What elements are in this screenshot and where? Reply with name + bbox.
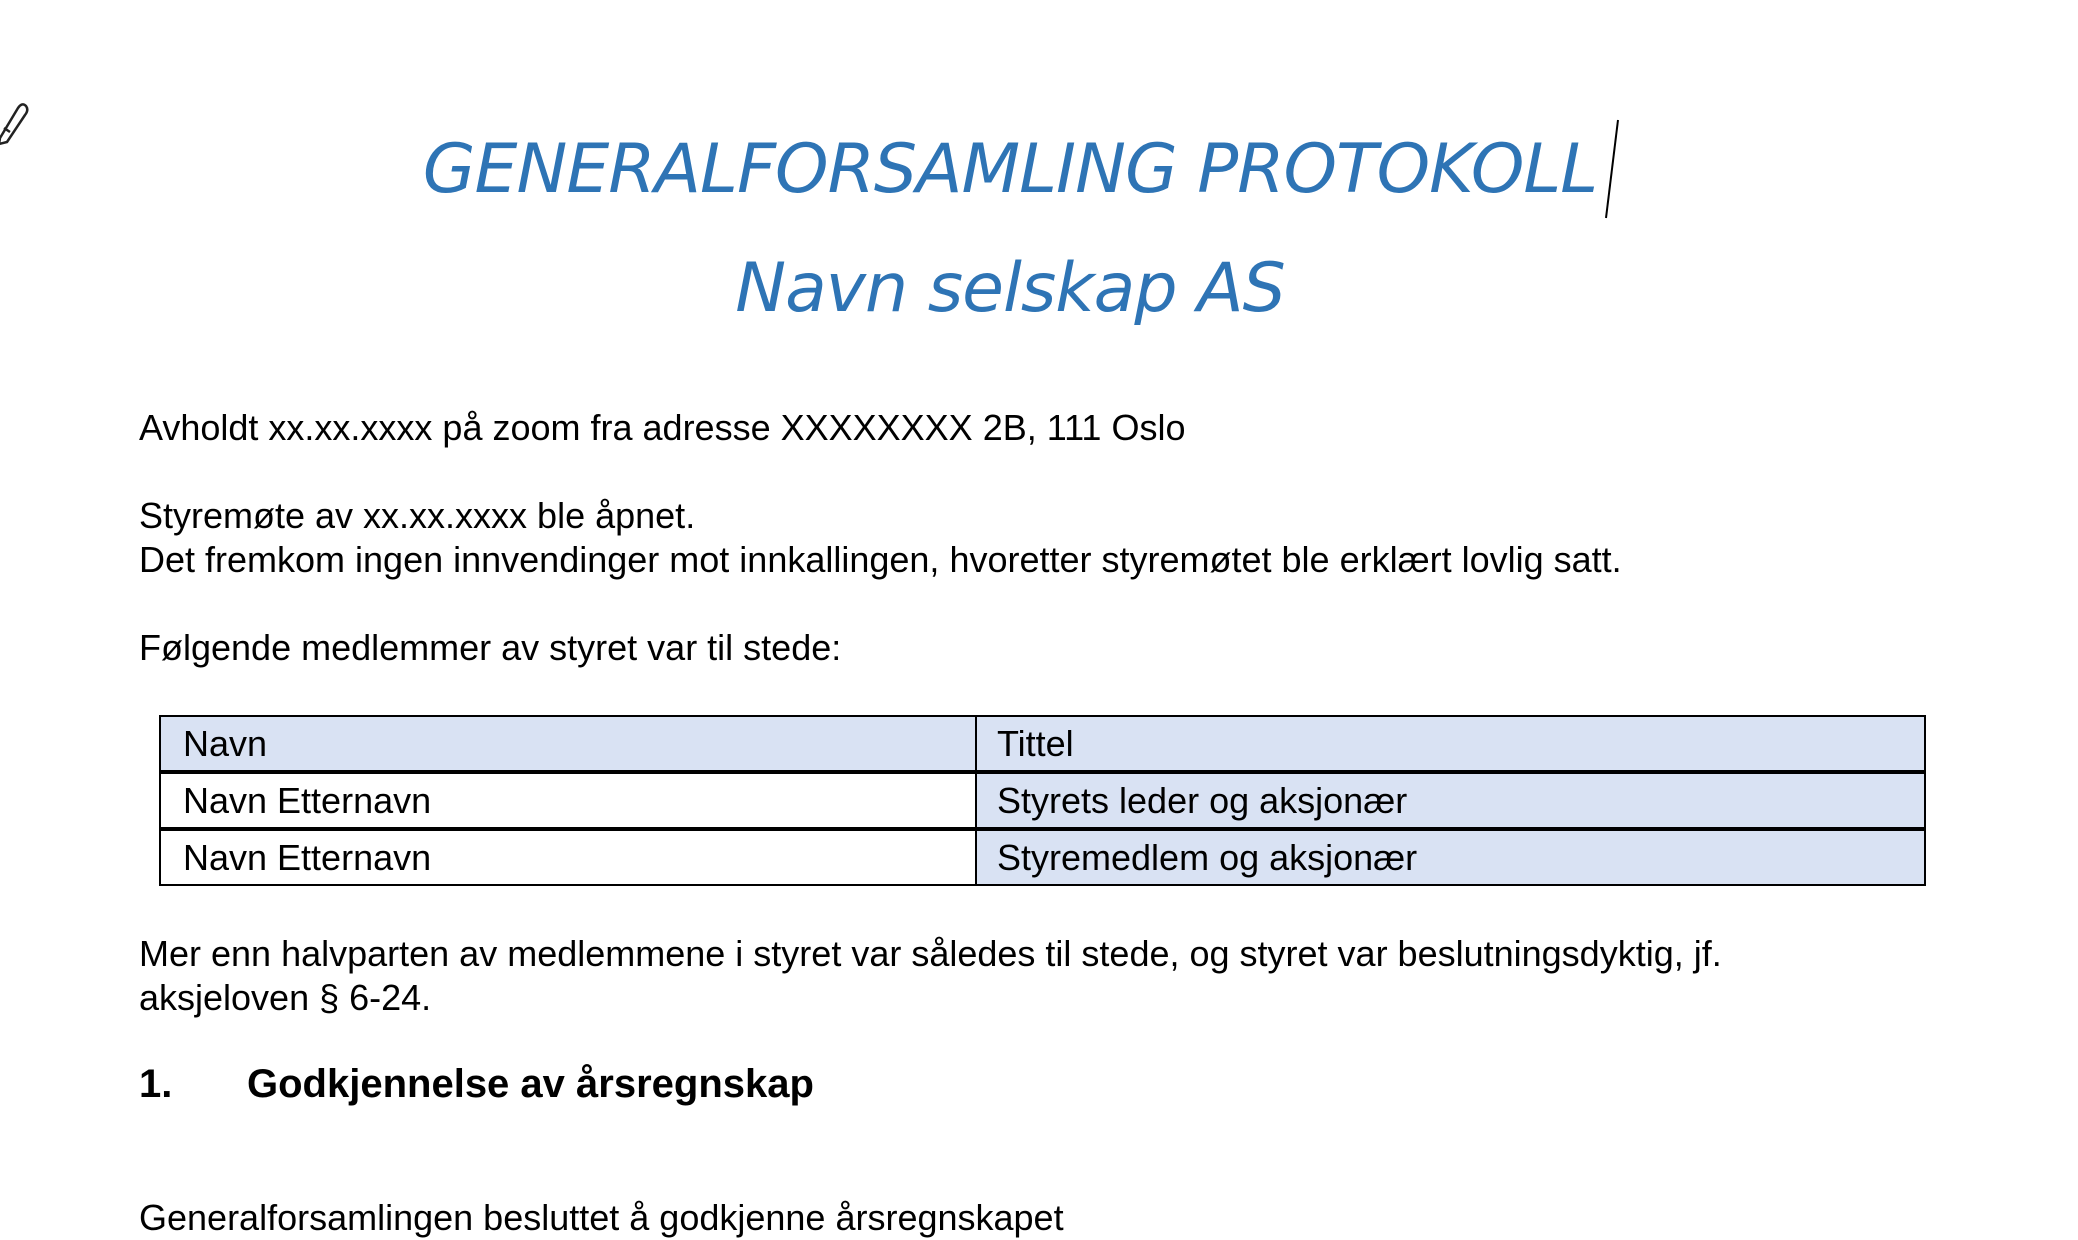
member-title-cell: Styrets leder og aksjonær <box>976 772 1925 829</box>
meeting-location-text: Avholdt xx.xx.xxxx på zoom fra adresse XXXXXXXX 2B, 111 Oslo <box>139 407 1186 448</box>
no-objections-text: Det fremkom ingen innvendinger mot innkallingen, hvoretter styremøtet ble erklært lovlig satt. <box>139 539 1622 580</box>
member-name-cell: Navn Etternavn <box>160 829 976 885</box>
members-table <box>159 715 1926 886</box>
member-title-cell: Styremedlem og aksjonær <box>976 829 1925 885</box>
section-number: 1. <box>139 1062 173 1106</box>
text-cursor <box>1602 118 1622 220</box>
table-header-name: Navn <box>160 716 976 772</box>
cut-off-paragraph: Generalforsamlingen besluttet å godkjenne årsregnskapet <box>139 1197 1064 1238</box>
section-title: Godkjennelse av årsregnskap <box>247 1062 814 1106</box>
table-header-row <box>160 716 1925 772</box>
table-header-title: Tittel <box>976 716 1925 772</box>
section-heading <box>139 1062 814 1107</box>
table-row <box>160 772 1925 829</box>
members-intro-text: Følgende medlemmer av styret var til stede: <box>139 627 842 668</box>
majority-text-line-1: Mer enn halvparten av medlemmene i styret var således til stede, og styret var beslutningsdyktig, jf. <box>139 933 1722 974</box>
meeting-opened-text: Styremøte av xx.xx.xxxx ble åpnet. <box>139 495 696 536</box>
member-name-cell: Navn Etternavn <box>160 772 976 829</box>
company-name: Navn selskap AS <box>735 249 1285 328</box>
table-row <box>160 829 1925 885</box>
majority-text-line-2: aksjeloven § 6-24. <box>139 977 432 1018</box>
document-title: GENERALFORSAMLING PROTOKOLL <box>422 130 1598 209</box>
